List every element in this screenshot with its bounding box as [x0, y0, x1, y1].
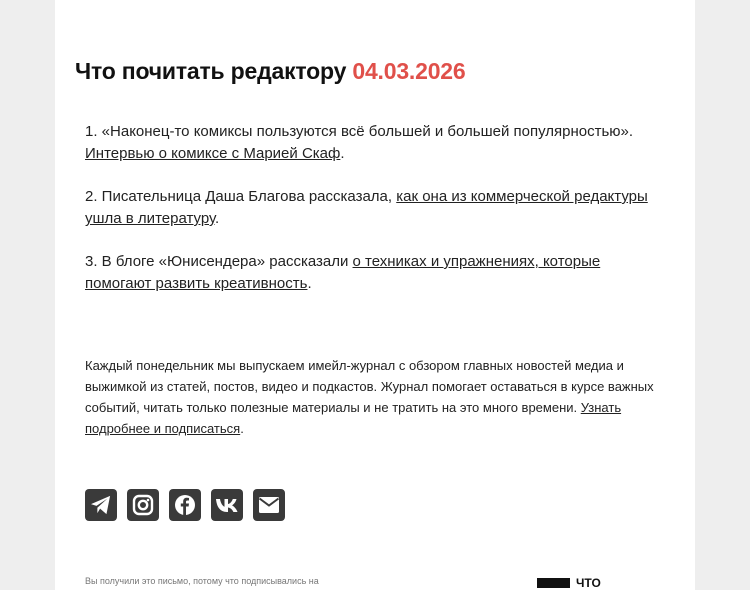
newsletter-card: [55, 0, 695, 590]
item-link[interactable]: о техниках и упражнениях, которые помогают развить креативность: [85, 253, 601, 292]
social-links: [85, 489, 285, 521]
list-item: [85, 251, 655, 295]
item-suffix: .: [340, 145, 345, 162]
footer-note: Вы получили это письмо, потому что подписывались на: [85, 576, 319, 586]
item-suffix: .: [307, 275, 312, 292]
logo-mark: [537, 578, 570, 588]
list-item: [85, 186, 655, 230]
email-icon[interactable]: [253, 489, 285, 521]
item-link[interactable]: Интервью о комиксе с Марией Скаф: [85, 145, 341, 162]
facebook-icon[interactable]: [169, 489, 201, 521]
instagram-icon[interactable]: [127, 489, 159, 521]
about-suffix: .: [240, 421, 244, 436]
item-suffix: .: [215, 210, 220, 227]
subscribe-link[interactable]: Узнать подробнее и подписаться: [85, 400, 622, 436]
about-paragraph: [85, 355, 665, 439]
page-title: [75, 58, 466, 85]
list-item: [85, 121, 655, 165]
vk-icon[interactable]: [211, 489, 243, 521]
about-text: Каждый понедельник мы выпускаем имейл-журнал с обзором главных новостей медиа и выжимкой из статей, постов, видео и подкастов. Журнал помогает оставаться в курсе важных событий, читать только полезные материалы и не тратить на это много времени.: [85, 358, 654, 415]
item-link[interactable]: как она из коммерческой редактуры ушла в литературу: [85, 188, 648, 227]
telegram-icon[interactable]: [85, 489, 117, 521]
logo-text: ЧТО: [576, 576, 601, 590]
item-text: 2. Писательница Даша Благова рассказала,: [85, 188, 397, 205]
issue-date: 04.03.2026: [352, 58, 466, 84]
reading-list: [85, 121, 655, 316]
brand-logo[interactable]: [537, 576, 601, 590]
title-text: Что почитать редактору: [75, 58, 347, 84]
item-text: 1. «Наконец-то комиксы пользуются всё большей и большей популярностью».: [85, 123, 634, 140]
item-text: 3. В блоге «Юнисендера» рассказали: [85, 253, 353, 270]
